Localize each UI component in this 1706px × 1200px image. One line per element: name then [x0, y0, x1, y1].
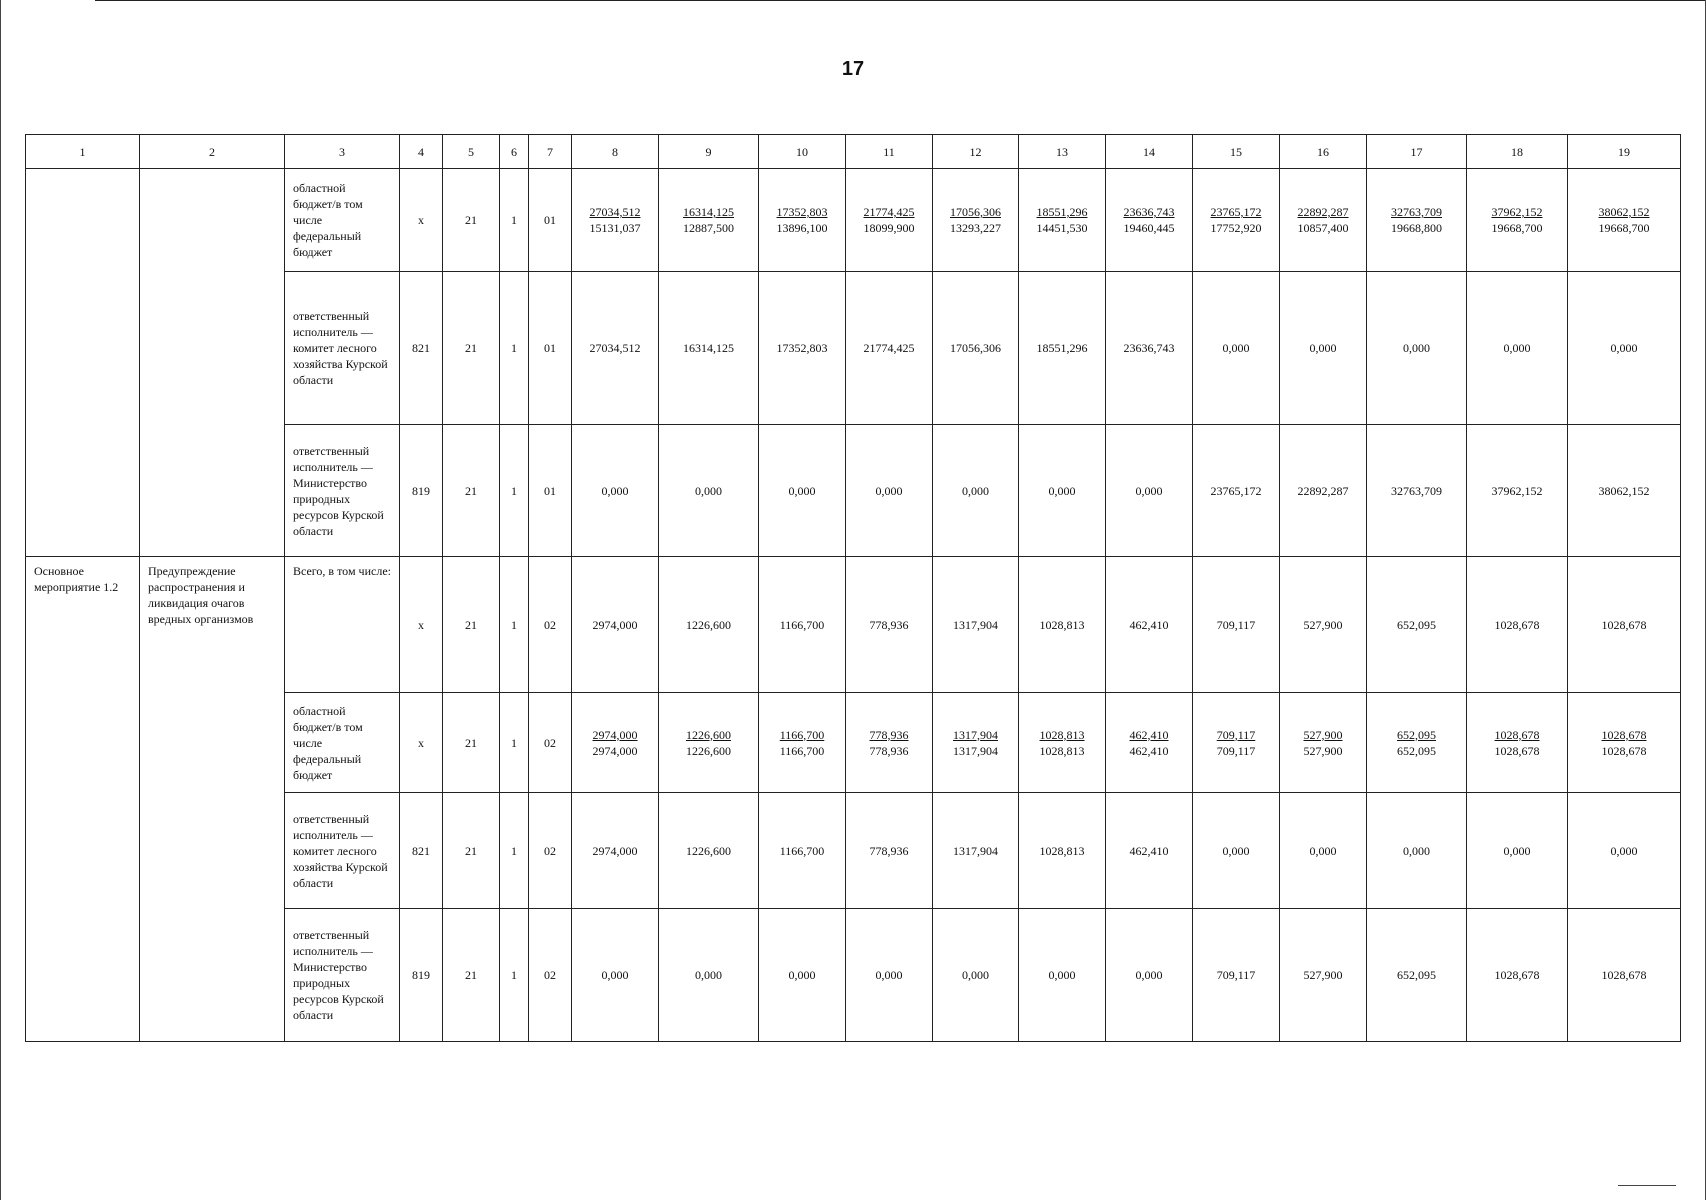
funding-source-label: ответственный исполнитель — Министерство природных ресурсов Курской области [285, 425, 400, 557]
amount-federal: 10857,400 [1297, 221, 1349, 235]
column-header: 2 [140, 135, 285, 169]
amount-cell: 462,410 [1106, 793, 1193, 909]
amount-federal: 19668,700 [1491, 221, 1543, 235]
amount-federal: 17752,920 [1210, 221, 1262, 235]
column-header: 12 [933, 135, 1019, 169]
amount-cell: 16314,125 [659, 272, 759, 425]
amount-cell: 0,000 [846, 425, 933, 557]
amount-federal: 1166,700 [779, 743, 825, 758]
amount-regional: 23636,743 [1123, 205, 1175, 219]
kbk-code-cell: 819 [400, 425, 443, 557]
amount-federal: 14451,530 [1036, 221, 1088, 235]
budget-table [25, 134, 1681, 1042]
kbk-code-cell: 01 [529, 169, 572, 272]
kbk-code-cell: 02 [529, 693, 572, 793]
amount-cell [1467, 169, 1568, 272]
table-body [26, 169, 1681, 1042]
column-header: 14 [1106, 135, 1193, 169]
amount-cell: 709,117 [1193, 557, 1280, 693]
amount-cell [1019, 693, 1106, 793]
amount-cell [1280, 693, 1367, 793]
amount-federal: 1317,904 [953, 743, 998, 758]
amount-cell: 18551,296 [1019, 272, 1106, 425]
page-number: 17 [841, 58, 865, 80]
column-header: 11 [846, 135, 933, 169]
kbk-code-cell: x [400, 557, 443, 693]
funding-source-label: ответственный исполнитель — комитет лесного хозяйства Курской области [285, 793, 400, 909]
amount-cell: 709,117 [1193, 909, 1280, 1042]
amount-cell [1280, 169, 1367, 272]
amount-regional: 17352,803 [776, 205, 828, 219]
amount-federal: 652,095 [1397, 743, 1436, 758]
amount-regional: 652,095 [1397, 727, 1436, 742]
amount-regional: 709,117 [1216, 727, 1256, 742]
amount-cell: 2974,000 [572, 793, 659, 909]
amount-federal: 19460,445 [1123, 221, 1175, 235]
amount-cell: 0,000 [1367, 793, 1467, 909]
amount-cell [659, 693, 759, 793]
amount-cell [846, 693, 933, 793]
activity-code-cell: Основное мероприятие 1.2 [26, 557, 140, 1042]
amount-cell: 0,000 [1019, 909, 1106, 1042]
amount-cell: 527,900 [1280, 557, 1367, 693]
kbk-code-cell: 21 [443, 425, 500, 557]
funding-source-label: Всего, в том числе: [285, 557, 400, 693]
amount-cell: 22892,287 [1280, 425, 1367, 557]
column-header: 8 [572, 135, 659, 169]
amount-cell: 0,000 [1568, 272, 1681, 425]
amount-cell [1467, 693, 1568, 793]
amount-cell: 17056,306 [933, 272, 1019, 425]
amount-cell: 1028,678 [1568, 557, 1681, 693]
kbk-code-cell: 1 [500, 169, 529, 272]
amount-cell: 0,000 [1467, 793, 1568, 909]
amount-regional: 462,410 [1129, 727, 1169, 742]
amount-federal: 527,900 [1303, 743, 1343, 758]
column-header: 16 [1280, 135, 1367, 169]
column-header: 7 [529, 135, 572, 169]
amount-federal: 13293,227 [950, 221, 1001, 235]
bottom-rule [1618, 1185, 1676, 1186]
kbk-code-cell: x [400, 169, 443, 272]
amount-cell: 1226,600 [659, 793, 759, 909]
amount-cell [1106, 169, 1193, 272]
amount-federal: 18099,900 [863, 221, 915, 235]
amount-cell: 0,000 [659, 909, 759, 1042]
amount-cell: 0,000 [1568, 793, 1681, 909]
kbk-code-cell: 821 [400, 272, 443, 425]
amount-cell: 0,000 [1019, 425, 1106, 557]
amount-cell [1568, 693, 1681, 793]
amount-cell: 1166,700 [759, 557, 846, 693]
column-number-row [26, 135, 1681, 169]
left-page-edge [0, 0, 1, 1200]
amount-federal: 709,117 [1216, 743, 1256, 758]
amount-cell [572, 693, 659, 793]
kbk-code-cell: 1 [500, 557, 529, 693]
amount-cell: 0,000 [1106, 425, 1193, 557]
amount-regional: 32763,709 [1391, 205, 1442, 219]
amount-regional: 37962,152 [1491, 205, 1543, 219]
kbk-code-cell: 1 [500, 909, 529, 1042]
kbk-code-cell: 02 [529, 793, 572, 909]
amount-cell: 0,000 [572, 909, 659, 1042]
column-header: 9 [659, 135, 759, 169]
amount-cell [1106, 693, 1193, 793]
amount-federal: 2974,000 [592, 743, 638, 758]
amount-regional: 1166,700 [779, 727, 825, 742]
amount-cell [759, 693, 846, 793]
column-header: 6 [500, 135, 529, 169]
kbk-code-cell: 21 [443, 693, 500, 793]
table-row [26, 169, 1681, 272]
amount-cell: 37962,152 [1467, 425, 1568, 557]
kbk-code-cell: 1 [500, 425, 529, 557]
amount-cell: 0,000 [759, 425, 846, 557]
amount-cell: 0,000 [933, 909, 1019, 1042]
amount-cell: 1028,678 [1467, 909, 1568, 1042]
amount-regional: 1028,678 [1494, 727, 1540, 742]
amount-cell: 1166,700 [759, 793, 846, 909]
amount-cell [1019, 169, 1106, 272]
amount-regional: 1028,678 [1601, 727, 1647, 742]
amount-cell: 0,000 [1367, 272, 1467, 425]
amount-cell: 652,095 [1367, 557, 1467, 693]
amount-regional: 1028,813 [1039, 727, 1085, 742]
amount-regional: 2974,000 [592, 727, 638, 742]
kbk-code-cell: 02 [529, 557, 572, 693]
amount-cell: 0,000 [1193, 272, 1280, 425]
amount-federal: 778,936 [869, 743, 909, 758]
amount-regional: 23765,172 [1210, 205, 1262, 219]
kbk-code-cell: 21 [443, 793, 500, 909]
amount-cell: 23636,743 [1106, 272, 1193, 425]
amount-cell: 1317,904 [933, 557, 1019, 693]
amount-federal: 1028,813 [1039, 743, 1085, 758]
amount-regional: 38062,152 [1598, 205, 1650, 219]
amount-cell [1193, 693, 1280, 793]
amount-cell [1568, 169, 1681, 272]
amount-cell: 23765,172 [1193, 425, 1280, 557]
amount-cell: 1028,813 [1019, 557, 1106, 693]
kbk-code-cell: 819 [400, 909, 443, 1042]
amount-cell: 32763,709 [1367, 425, 1467, 557]
column-header: 17 [1367, 135, 1467, 169]
amount-federal: 462,410 [1129, 743, 1169, 758]
amount-cell: 527,900 [1280, 909, 1367, 1042]
amount-cell [1367, 693, 1467, 793]
amount-cell: 0,000 [659, 425, 759, 557]
amount-cell [933, 169, 1019, 272]
kbk-code-cell: 1 [500, 793, 529, 909]
column-header: 18 [1467, 135, 1568, 169]
amount-cell: 0,000 [1280, 272, 1367, 425]
column-header: 1 [26, 135, 140, 169]
amount-cell [1367, 169, 1467, 272]
amount-cell: 27034,512 [572, 272, 659, 425]
amount-cell: 778,936 [846, 793, 933, 909]
empty-cell [26, 169, 140, 557]
column-header: 19 [1568, 135, 1681, 169]
amount-regional: 21774,425 [863, 205, 915, 219]
activity-name-cell: Предупреждение распространения и ликвидация очагов вредных организмов [140, 557, 285, 1042]
empty-cell [140, 169, 285, 557]
amount-regional: 778,936 [869, 727, 909, 742]
kbk-code-cell: 821 [400, 793, 443, 909]
kbk-code-cell: 01 [529, 425, 572, 557]
amount-cell: 0,000 [1280, 793, 1367, 909]
amount-regional: 16314,125 [683, 205, 734, 219]
amount-federal: 1226,600 [686, 743, 731, 758]
amount-federal: 1028,678 [1494, 743, 1540, 758]
column-header: 10 [759, 135, 846, 169]
amount-cell: 2974,000 [572, 557, 659, 693]
column-header: 13 [1019, 135, 1106, 169]
amount-cell [572, 169, 659, 272]
amount-regional: 22892,287 [1297, 205, 1349, 219]
amount-federal: 12887,500 [683, 221, 734, 235]
amount-cell: 1028,678 [1568, 909, 1681, 1042]
amount-federal: 13896,100 [776, 221, 828, 235]
amount-cell: 0,000 [1193, 793, 1280, 909]
amount-cell: 0,000 [572, 425, 659, 557]
kbk-code-cell: 1 [500, 693, 529, 793]
funding-source-label: ответственный исполнитель — Министерство природных ресурсов Курской области [285, 909, 400, 1042]
amount-federal: 1028,678 [1601, 743, 1647, 758]
amount-cell [933, 693, 1019, 793]
amount-cell: 778,936 [846, 557, 933, 693]
column-header: 3 [285, 135, 400, 169]
funding-source-label: областной бюджет/в том числе федеральный бюджет [285, 169, 400, 272]
amount-cell: 0,000 [933, 425, 1019, 557]
amount-cell [659, 169, 759, 272]
table-row [26, 557, 1681, 693]
amount-cell: 17352,803 [759, 272, 846, 425]
amount-federal: 19668,700 [1598, 221, 1650, 235]
kbk-code-cell: 21 [443, 272, 500, 425]
column-header: 5 [443, 135, 500, 169]
kbk-code-cell: 1 [500, 272, 529, 425]
column-header: 15 [1193, 135, 1280, 169]
amount-cell: 652,095 [1367, 909, 1467, 1042]
amount-cell [759, 169, 846, 272]
amount-regional: 18551,296 [1036, 205, 1088, 219]
amount-regional: 527,900 [1303, 727, 1343, 742]
amount-federal: 15131,037 [589, 221, 641, 235]
kbk-code-cell: 02 [529, 909, 572, 1042]
amount-cell: 1317,904 [933, 793, 1019, 909]
amount-cell: 0,000 [1106, 909, 1193, 1042]
kbk-code-cell: 21 [443, 169, 500, 272]
amount-regional: 1317,904 [953, 727, 998, 742]
amount-regional: 27034,512 [589, 205, 641, 219]
kbk-code-cell: x [400, 693, 443, 793]
column-header: 4 [400, 135, 443, 169]
kbk-code-cell: 01 [529, 272, 572, 425]
amount-cell [1193, 169, 1280, 272]
funding-source-label: ответственный исполнитель — комитет лесного хозяйства Курской области [285, 272, 400, 425]
funding-source-label: областной бюджет/в том числе федеральный бюджет [285, 693, 400, 793]
top-rule [95, 0, 1706, 1]
amount-cell: 1226,600 [659, 557, 759, 693]
amount-cell: 1028,813 [1019, 793, 1106, 909]
amount-cell: 21774,425 [846, 272, 933, 425]
amount-federal: 19668,800 [1391, 221, 1442, 235]
amount-cell: 0,000 [1467, 272, 1568, 425]
amount-cell: 0,000 [846, 909, 933, 1042]
kbk-code-cell: 21 [443, 909, 500, 1042]
amount-regional: 17056,306 [950, 205, 1001, 219]
amount-cell: 38062,152 [1568, 425, 1681, 557]
amount-cell: 1028,678 [1467, 557, 1568, 693]
amount-regional: 1226,600 [686, 727, 731, 742]
kbk-code-cell: 21 [443, 557, 500, 693]
amount-cell: 462,410 [1106, 557, 1193, 693]
amount-cell: 0,000 [759, 909, 846, 1042]
amount-cell [846, 169, 933, 272]
